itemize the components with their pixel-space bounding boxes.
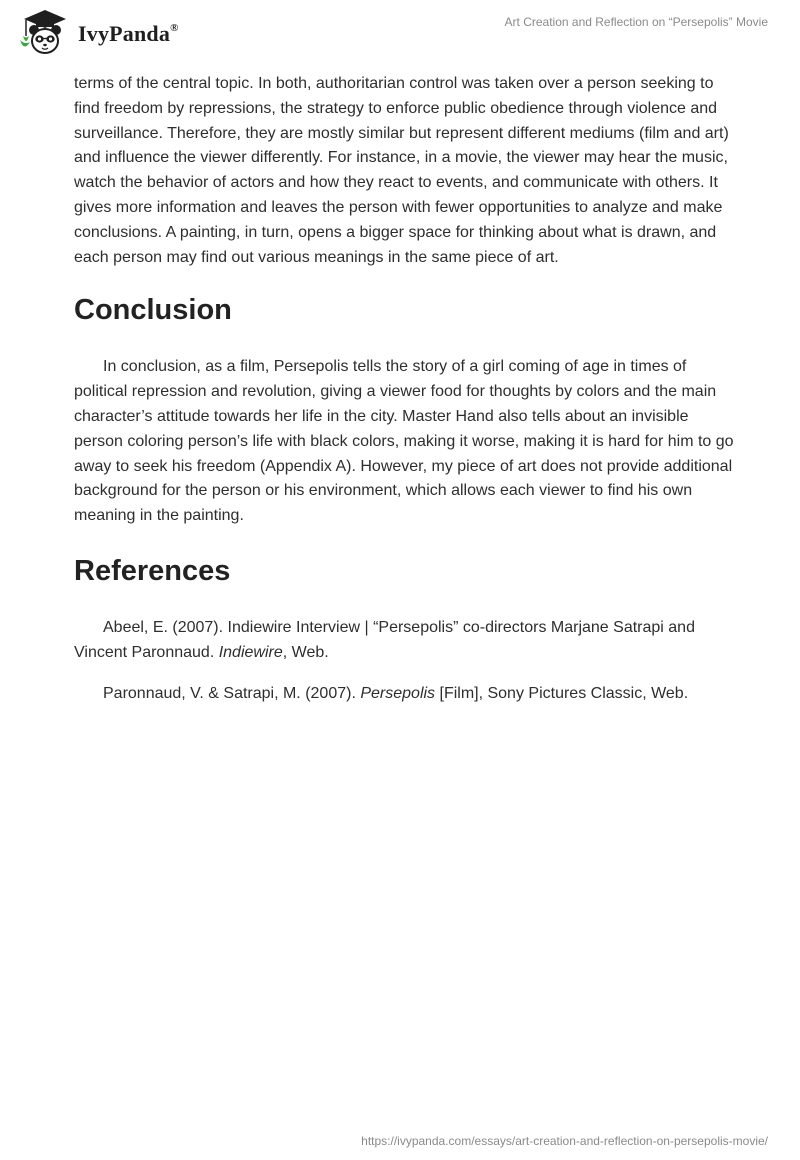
reference-item — [74, 616, 734, 666]
intro-paragraph: terms of the central topic. In both, authoritarian control was taken over a person seeking to find freedom by repressions, the strategy to enforce public obedience through violence and surveillance. Therefore, they are mostly similar but represent different mediums (film and art) and influence the viewer differently. For instance, in a movie, the viewer may hear the music, watch the behavior of actors and how they react to events, and communicate with others. It gives more information and leaves the person with fewer opportunities to analyze and make conclusions. A painting, in turn, opens a bigger space for thinking about what is drawn, and each person may find out various meanings in the same piece of art. — [74, 75, 729, 266]
page-header — [0, 0, 800, 70]
essay-content — [74, 72, 734, 722]
brand-text: IvyPanda — [78, 21, 171, 46]
reference-text: Abeel, E. (2007). Indiewire Interview | “Persepolis” co-directors Marjane Satrapi and Vincent Paronnaud. — [74, 618, 695, 661]
document-title: Art Creation and Reflection on “Persepolis” Movie — [504, 15, 768, 29]
reference-suffix: [Film], Sony Pictures Classic, Web. — [435, 684, 689, 702]
reference-suffix: , Web. — [282, 643, 329, 661]
reference-source: Persepolis — [360, 684, 436, 702]
conclusion-heading: Conclusion — [74, 294, 232, 327]
reference-text: Paronnaud, V. & Satrapi, M. (2007). — [103, 684, 361, 702]
registered-mark: ® — [170, 21, 179, 34]
references-heading: References — [74, 554, 231, 587]
reference-item — [74, 682, 734, 707]
panda-graduate-icon — [14, 8, 76, 58]
ivypanda-logo[interactable] — [14, 8, 179, 58]
conclusion-paragraph: In conclusion, as a film, Persepolis tells the story of a girl coming of age in times of political repression and revolution, giving a viewer food for thoughts by colors and the main character’s attitude towards her life in the city. Master Hand also tells about an invisible person coloring person’s life with black colors, making it worse, making it is hard for him to go away to seek his freedom (Appendix A). However, my piece of art does not provide additional background for the person or his environment, which allows each viewer to find his own meaning in the painting. — [74, 358, 734, 525]
brand-name — [78, 21, 179, 47]
footer-url-link[interactable]: https://ivypanda.com/essays/art-creation-and-reflection-on-persepolis-movie/ — [361, 1134, 768, 1148]
reference-source: Indiewire — [218, 643, 283, 661]
